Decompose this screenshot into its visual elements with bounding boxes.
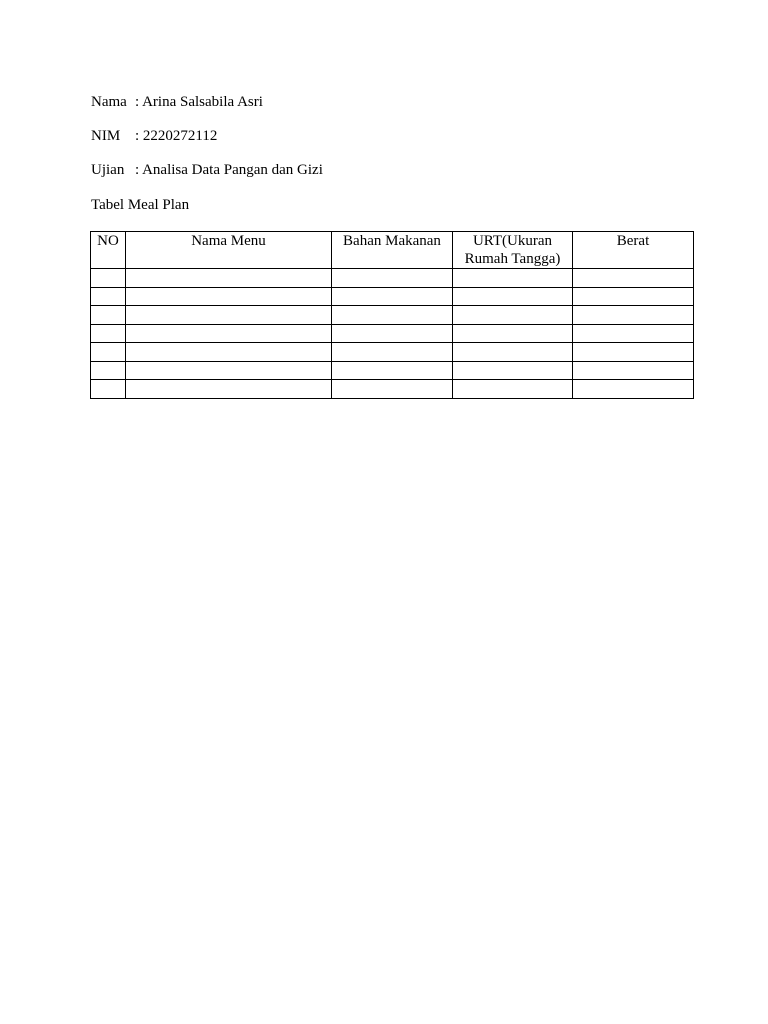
table-body <box>91 269 694 399</box>
info-ujian-label: Ujian <box>91 162 125 178</box>
cell-no[interactable] <box>91 306 126 325</box>
cell-no[interactable] <box>91 269 126 288</box>
cell-berat[interactable] <box>573 287 694 306</box>
cell-bahan-makanan[interactable] <box>332 361 453 380</box>
cell-urt[interactable] <box>453 287 573 306</box>
header-berat: Berat <box>573 232 694 269</box>
cell-nama-menu[interactable] <box>126 306 332 325</box>
cell-berat[interactable] <box>573 306 694 325</box>
cell-berat[interactable] <box>573 380 694 399</box>
cell-no[interactable] <box>91 380 126 399</box>
cell-no[interactable] <box>91 287 126 306</box>
cell-urt[interactable] <box>453 324 573 343</box>
table-row <box>91 269 694 288</box>
cell-urt[interactable] <box>453 343 573 362</box>
table-header-row <box>91 232 694 269</box>
info-nim-value: : 2220272112 <box>135 128 218 144</box>
cell-nama-menu[interactable] <box>126 361 332 380</box>
info-nama <box>91 93 263 111</box>
cell-urt[interactable] <box>453 380 573 399</box>
cell-urt[interactable] <box>453 361 573 380</box>
table-row <box>91 306 694 325</box>
info-nim <box>91 127 217 145</box>
cell-bahan-makanan[interactable] <box>332 343 453 362</box>
table-row <box>91 361 694 380</box>
info-ujian-value: : Analisa Data Pangan dan Gizi <box>135 162 323 178</box>
header-bahan-makanan: Bahan Makanan <box>332 232 453 269</box>
cell-nama-menu[interactable] <box>126 287 332 306</box>
meal-plan-table <box>90 231 694 399</box>
cell-no[interactable] <box>91 324 126 343</box>
cell-bahan-makanan[interactable] <box>332 306 453 325</box>
table-title: Tabel Meal Plan <box>91 197 190 213</box>
header-urt: URT(Ukuran Rumah Tangga) <box>453 232 573 269</box>
table-row <box>91 380 694 399</box>
table-row <box>91 343 694 362</box>
cell-urt[interactable] <box>453 269 573 288</box>
cell-nama-menu[interactable] <box>126 380 332 399</box>
header-nama-menu: Nama Menu <box>126 232 332 269</box>
cell-berat[interactable] <box>573 269 694 288</box>
info-nim-label: NIM <box>91 128 121 144</box>
cell-nama-menu[interactable] <box>126 269 332 288</box>
info-nama-label: Nama <box>91 94 127 110</box>
header-no: NO <box>91 232 126 269</box>
cell-bahan-makanan[interactable] <box>332 324 453 343</box>
cell-no[interactable] <box>91 361 126 380</box>
info-ujian <box>91 161 323 179</box>
cell-berat[interactable] <box>573 343 694 362</box>
cell-nama-menu[interactable] <box>126 343 332 362</box>
cell-urt[interactable] <box>453 306 573 325</box>
cell-bahan-makanan[interactable] <box>332 380 453 399</box>
cell-no[interactable] <box>91 343 126 362</box>
cell-bahan-makanan[interactable] <box>332 287 453 306</box>
cell-bahan-makanan[interactable] <box>332 269 453 288</box>
info-nama-value: : Arina Salsabila Asri <box>135 94 263 110</box>
cell-nama-menu[interactable] <box>126 324 332 343</box>
table-row <box>91 324 694 343</box>
cell-berat[interactable] <box>573 324 694 343</box>
table-row <box>91 287 694 306</box>
cell-berat[interactable] <box>573 361 694 380</box>
